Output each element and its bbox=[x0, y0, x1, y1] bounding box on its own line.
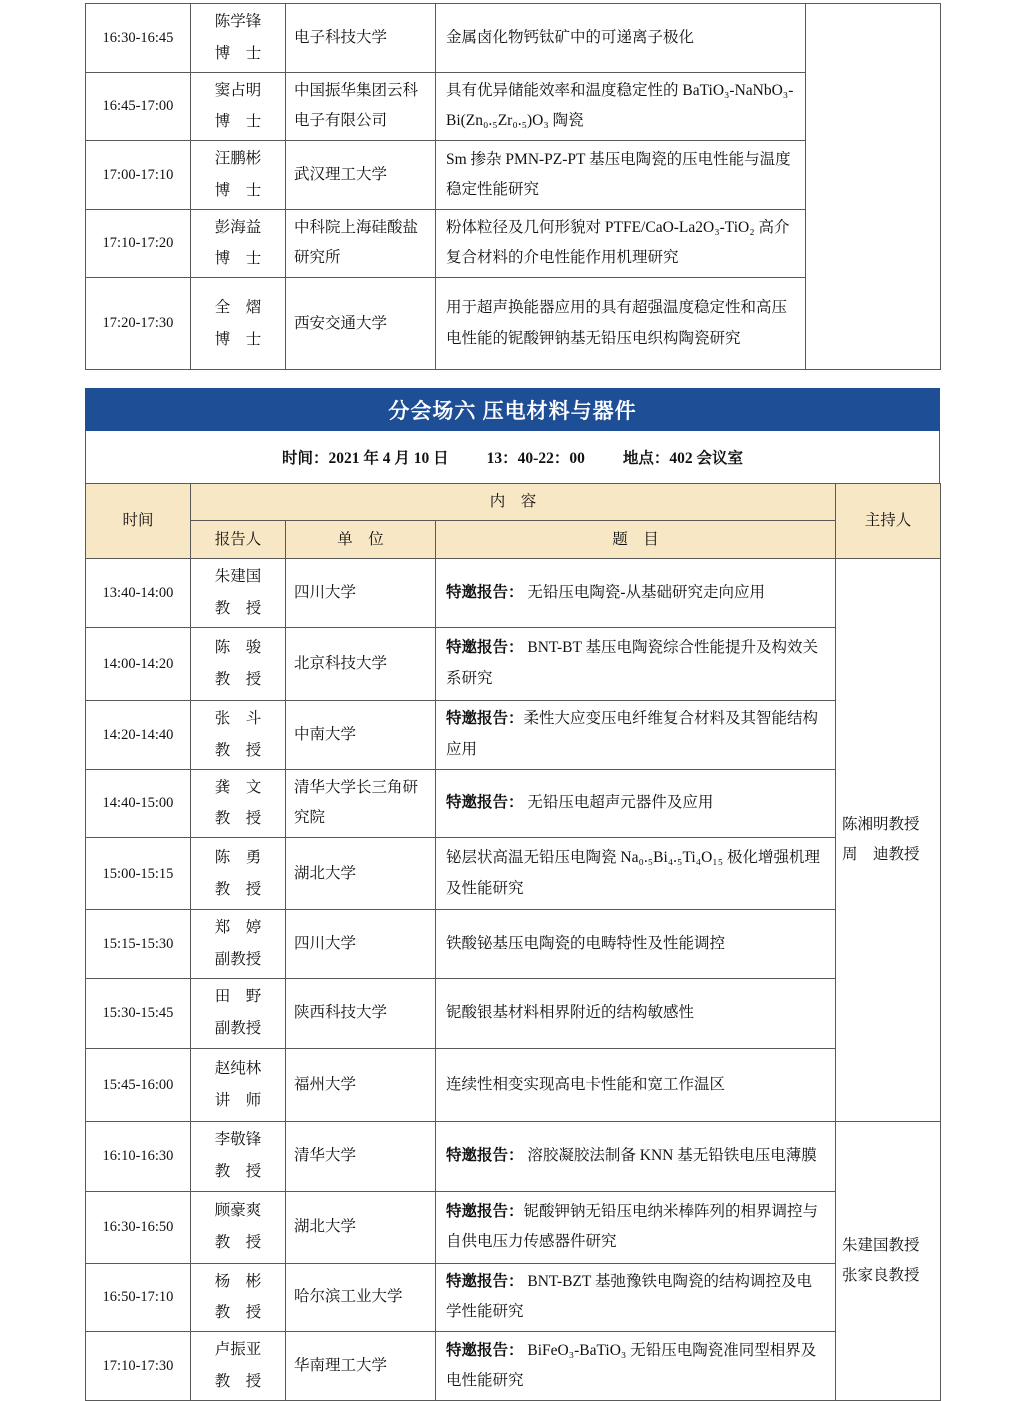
affiliation-cell: 华南理工大学 bbox=[286, 1332, 436, 1401]
speaker-cell bbox=[191, 1048, 286, 1121]
time-cell: 16:10-16:30 bbox=[86, 1121, 191, 1191]
speaker-name: 郑 婷 bbox=[214, 919, 262, 937]
invited-tag: 特邀报告： bbox=[446, 1203, 524, 1220]
talk-title-cell: 用于超声换能器应用的具有超强温度稳定性和高压电性能的铌酸钾钠基无铅压电织构陶瓷研究 bbox=[436, 278, 806, 370]
talk-title-cell bbox=[436, 1263, 836, 1332]
speaker-name: 陈 勇 bbox=[214, 848, 262, 866]
talk-title-cell: 金属卤化物钙钛矿中的可递离子极化 bbox=[436, 4, 806, 73]
affiliation-cell: 电子科技大学 bbox=[286, 4, 436, 73]
time-cell: 14:40-15:00 bbox=[86, 769, 191, 838]
talk-title-cell bbox=[436, 559, 836, 628]
talk-title-cell: 具有优异储能效率和温度稳定性的 BaTiO₃-NaNbO₃-Bi(Zn₀.₅Zr₀.₅)O₃ 陶瓷 bbox=[436, 72, 806, 141]
chair-cell bbox=[806, 4, 941, 370]
speaker-name: 陈 骏 bbox=[214, 638, 262, 656]
talk-title-cell bbox=[436, 910, 836, 979]
speaker-name: 卢振亚 bbox=[214, 1341, 262, 1359]
time-cell: 13:40-14:00 bbox=[86, 559, 191, 628]
speaker-name: 赵纯林 bbox=[214, 1059, 262, 1077]
speaker-name: 顾豪爽 bbox=[214, 1202, 262, 1220]
speaker-rank: 教 授 bbox=[214, 880, 262, 898]
time-cell: 15:15-15:30 bbox=[86, 910, 191, 979]
header-row bbox=[86, 484, 941, 521]
time-cell: 16:45-17:00 bbox=[86, 72, 191, 141]
speaker-name: 窦占明 bbox=[214, 81, 262, 99]
speaker-cell bbox=[191, 209, 286, 278]
speaker-cell bbox=[191, 72, 286, 141]
speaker-cell bbox=[191, 141, 286, 210]
speaker-name: 张 斗 bbox=[214, 709, 262, 727]
speaker-rank: 副教授 bbox=[214, 1020, 262, 1038]
time-cell: 15:30-15:45 bbox=[86, 978, 191, 1048]
speaker-name: 全 熠 bbox=[214, 298, 262, 316]
talk-title-cell bbox=[436, 700, 836, 769]
speaker-rank: 教 授 bbox=[214, 1234, 262, 1252]
speaker-rank: 教 授 bbox=[214, 599, 262, 617]
speaker-rank: 副教授 bbox=[214, 950, 262, 968]
time-cell: 15:00-15:15 bbox=[86, 838, 191, 910]
talk-title: 连续性相变实现高电卡性能和宽工作温区 bbox=[446, 1075, 726, 1093]
talk-title-cell bbox=[436, 838, 836, 910]
time-cell: 16:50-17:10 bbox=[86, 1263, 191, 1332]
speaker-rank: 教 授 bbox=[214, 670, 262, 688]
invited-tag: 特邀报告： bbox=[446, 1273, 524, 1291]
header-content: 内 容 bbox=[191, 484, 836, 521]
affiliation-cell: 哈尔滨工业大学 bbox=[286, 1263, 436, 1332]
schedule-row bbox=[86, 627, 941, 700]
talk-title-cell bbox=[436, 978, 836, 1048]
affiliation-cell: 清华大学 bbox=[286, 1121, 436, 1191]
session6-block bbox=[85, 388, 940, 1401]
chair-name: 张家良教授 bbox=[842, 1266, 920, 1284]
talk-title: BiFeO₃-BaTiO₃ 无铅压电陶瓷准同型相界及电性能研究 bbox=[446, 1341, 817, 1390]
session6-table bbox=[85, 483, 941, 1401]
header-chair: 主持人 bbox=[836, 484, 941, 559]
time-cell: 17:10-17:30 bbox=[86, 1332, 191, 1401]
schedule-row bbox=[86, 1191, 941, 1263]
schedule-row bbox=[86, 559, 941, 628]
speaker-cell bbox=[191, 1121, 286, 1191]
affiliation-cell: 北京科技大学 bbox=[286, 627, 436, 700]
affiliation-cell: 四川大学 bbox=[286, 910, 436, 979]
invited-tag: 特邀报告： bbox=[446, 710, 524, 728]
affiliation-cell: 武汉理工大学 bbox=[286, 141, 436, 210]
speaker-cell bbox=[191, 1332, 286, 1401]
session-timeslot: 13：40-22：00 bbox=[486, 450, 585, 468]
time-cell: 17:10-17:20 bbox=[86, 209, 191, 278]
talk-title-cell bbox=[436, 627, 836, 700]
speaker-name: 龚 文 bbox=[214, 778, 262, 796]
speaker-name: 彭海益 bbox=[214, 218, 262, 236]
speaker-name: 汪鹏彬 bbox=[214, 150, 262, 168]
header-speaker: 报告人 bbox=[191, 521, 286, 559]
talk-title: 铋层状高温无铅压电陶瓷 Na₀.₅Bi₄.₅Ti₄O₁₅ 极化增强机理及性能研究 bbox=[446, 849, 820, 897]
schedule-row bbox=[86, 1048, 941, 1121]
talk-title: 铁酸铋基压电陶瓷的电畴特性及性能调控 bbox=[446, 934, 726, 952]
time-cell: 17:20-17:30 bbox=[86, 278, 191, 370]
speaker-name: 李敬锋 bbox=[214, 1131, 262, 1149]
talk-title-cell bbox=[436, 1048, 836, 1121]
speaker-name: 杨 彬 bbox=[214, 1272, 262, 1290]
talk-title-cell bbox=[436, 1332, 836, 1401]
chair-name: 陈湘明教授 bbox=[842, 815, 920, 833]
schedule-row bbox=[86, 838, 941, 910]
speaker-rank: 教 授 bbox=[214, 1373, 262, 1391]
invited-tag: 特邀报告： bbox=[446, 1147, 524, 1165]
header-row bbox=[86, 521, 941, 559]
schedule-row bbox=[86, 910, 941, 979]
session-venue: 地点：402 会议室 bbox=[622, 450, 743, 468]
speaker-name: 朱建国 bbox=[214, 568, 262, 586]
time-cell: 14:20-14:40 bbox=[86, 700, 191, 769]
affiliation-cell: 福州大学 bbox=[286, 1048, 436, 1121]
invited-tag: 特邀报告： bbox=[446, 639, 524, 657]
speaker-cell bbox=[191, 769, 286, 838]
affiliation-cell: 湖北大学 bbox=[286, 838, 436, 910]
speaker-cell bbox=[191, 978, 286, 1048]
invited-tag: 特邀报告： bbox=[446, 583, 524, 601]
chair-name: 周 迪教授 bbox=[842, 845, 920, 863]
talk-title-cell bbox=[436, 769, 836, 838]
speaker-rank: 博 士 bbox=[214, 181, 262, 199]
speaker-rank: 博 士 bbox=[214, 113, 262, 131]
invited-tag: 特邀报告： bbox=[446, 1341, 524, 1359]
time-cell: 17:00-17:10 bbox=[86, 141, 191, 210]
section-gap bbox=[85, 370, 940, 388]
talk-title: 无铅压电陶瓷-从基础研究走向应用 bbox=[523, 583, 766, 601]
time-cell: 15:45-16:00 bbox=[86, 1048, 191, 1121]
header-title: 题 目 bbox=[436, 521, 836, 559]
speaker-rank: 博 士 bbox=[214, 44, 262, 62]
speaker-rank: 讲 师 bbox=[214, 1091, 262, 1109]
talk-title: 柔性大应变压电纤维复合材料及其智能结构应用 bbox=[446, 710, 819, 758]
invited-tag: 特邀报告： bbox=[446, 794, 524, 812]
time-cell: 16:30-16:50 bbox=[86, 1191, 191, 1263]
affiliation-cell: 陕西科技大学 bbox=[286, 978, 436, 1048]
session-date: 时间：2021 年 4 月 10 日 bbox=[282, 450, 449, 468]
session-banner bbox=[85, 388, 940, 431]
header-unit: 单 位 bbox=[286, 521, 436, 559]
speaker-cell bbox=[191, 559, 286, 628]
affiliation-cell: 四川大学 bbox=[286, 559, 436, 628]
talk-title: BNT-BT 基压电陶瓷综合性能提升及构效关系研究 bbox=[446, 639, 819, 687]
schedule-row bbox=[86, 1263, 941, 1332]
schedule-row bbox=[86, 1332, 941, 1401]
affiliation-cell: 清华大学长三角研究院 bbox=[286, 769, 436, 838]
speaker-rank: 教 授 bbox=[214, 810, 262, 828]
previous-session-table bbox=[85, 3, 941, 370]
talk-title: BNT-BZT 基弛豫铁电陶瓷的结构调控及电学性能研究 bbox=[446, 1273, 812, 1321]
speaker-name: 田 野 bbox=[214, 988, 262, 1006]
schedule-row bbox=[86, 769, 941, 838]
speaker-cell bbox=[191, 1191, 286, 1263]
session-banner-title: 分会场六 压电材料与器件 bbox=[388, 398, 637, 423]
speaker-cell bbox=[191, 4, 286, 73]
speaker-rank: 博 士 bbox=[214, 330, 262, 348]
header-time: 时间 bbox=[86, 484, 191, 559]
schedule-row bbox=[86, 1121, 941, 1191]
schedule-row bbox=[86, 4, 941, 73]
affiliation-cell: 中国振华集团云科电子有限公司 bbox=[286, 72, 436, 141]
speaker-cell bbox=[191, 1263, 286, 1332]
conference-program-page bbox=[85, 3, 940, 1401]
speaker-rank: 教 授 bbox=[214, 741, 262, 759]
talk-title: 溶胶凝胶法制备 KNN 基无铅铁电压电薄膜 bbox=[523, 1147, 817, 1165]
talk-title: 铌酸钾钠无铅压电纳米棒阵列的相界调控与自供电压力传感器件研究 bbox=[446, 1203, 819, 1251]
speaker-rank: 教 授 bbox=[214, 1163, 262, 1181]
speaker-rank: 教 授 bbox=[214, 1304, 262, 1322]
talk-title-cell bbox=[436, 1121, 836, 1191]
speaker-cell bbox=[191, 838, 286, 910]
time-cell: 16:30-16:45 bbox=[86, 4, 191, 73]
speaker-cell bbox=[191, 278, 286, 370]
schedule-row bbox=[86, 700, 941, 769]
affiliation-cell: 西安交通大学 bbox=[286, 278, 436, 370]
affiliation-cell: 湖北大学 bbox=[286, 1191, 436, 1263]
chair-cell bbox=[836, 559, 941, 1122]
affiliation-cell: 中科院上海硅酸盐研究所 bbox=[286, 209, 436, 278]
speaker-rank: 博 士 bbox=[214, 250, 262, 268]
speaker-cell bbox=[191, 910, 286, 979]
talk-title-cell: 粉体粒径及几何形貌对 PTFE/CaO-La2O₃-TiO₂ 高介复合材料的介电性能作用机理研究 bbox=[436, 209, 806, 278]
speaker-cell bbox=[191, 700, 286, 769]
speaker-name: 陈学锋 bbox=[214, 13, 262, 30]
speaker-cell bbox=[191, 627, 286, 700]
talk-title: 铌酸银基材料相界附近的结构敏感性 bbox=[446, 1004, 695, 1022]
time-cell: 14:00-14:20 bbox=[86, 627, 191, 700]
affiliation-cell: 中南大学 bbox=[286, 700, 436, 769]
chair-name: 朱建国教授 bbox=[842, 1236, 920, 1254]
talk-title-cell: Sm 掺杂 PMN-PZ-PT 基压电陶瓷的压电性能与温度稳定性能研究 bbox=[436, 141, 806, 210]
schedule-row bbox=[86, 978, 941, 1048]
session-meta bbox=[85, 431, 940, 483]
talk-title: 无铅压电超声元器件及应用 bbox=[523, 794, 714, 812]
chair-cell bbox=[836, 1121, 941, 1400]
talk-title-cell bbox=[436, 1191, 836, 1263]
